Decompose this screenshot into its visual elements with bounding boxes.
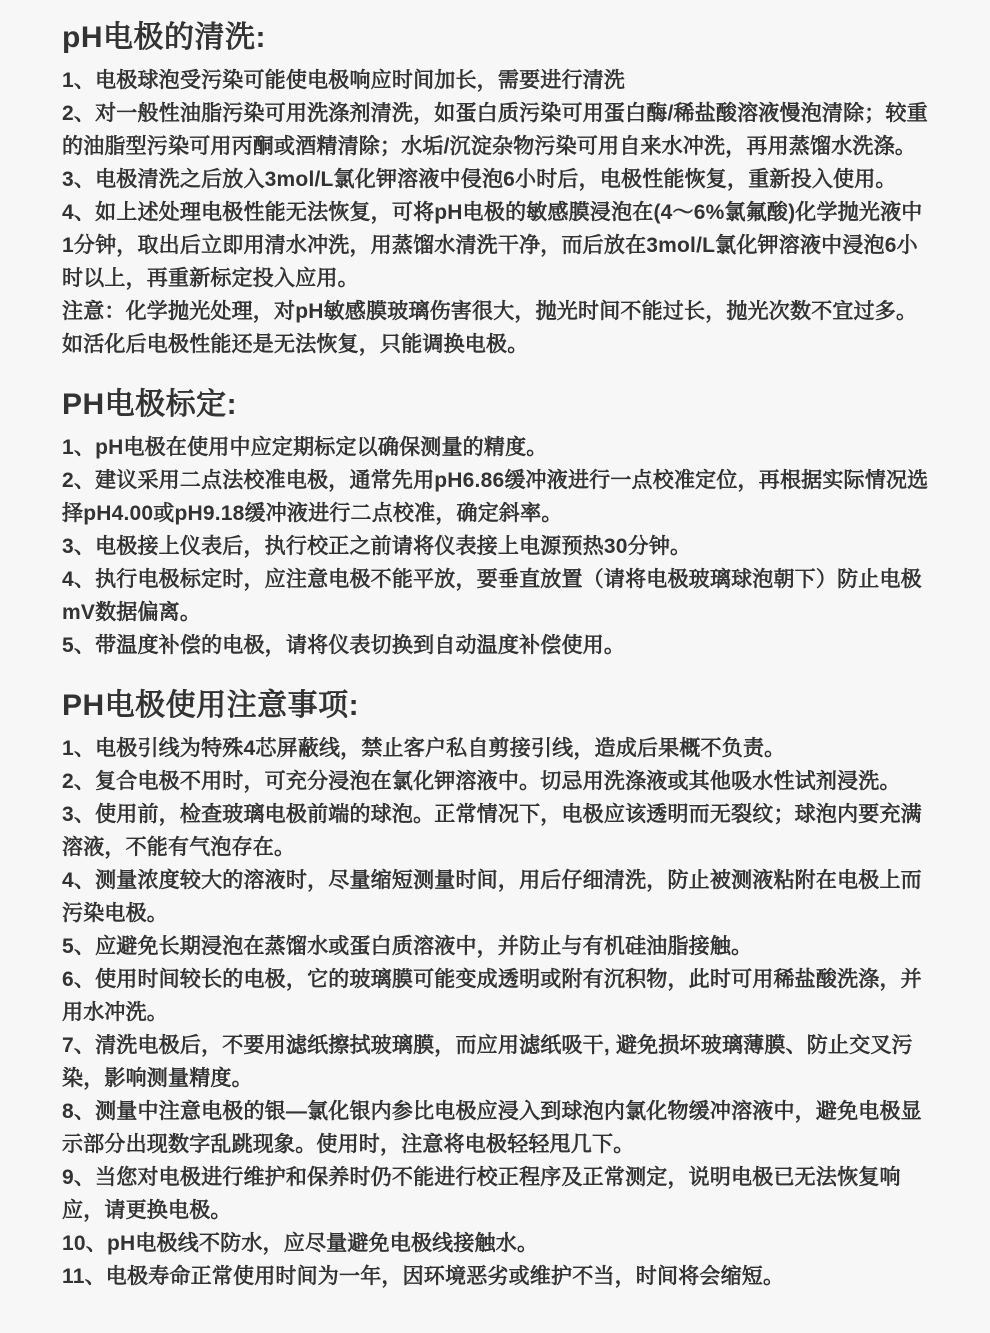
list-item: 4、测量浓度较大的溶液时，尽量缩短测量时间，用后仔细清洗，防止被测液粘附在电极上而污染电极。	[62, 869, 922, 925]
list-item: 5、带温度补偿的电极，请将仪表切换到自动温度补偿使用。	[62, 634, 626, 657]
list-item: 5、应避免长期浸泡在蒸馏水或蛋白质溶液中，并防止与有机硅油脂接触。	[62, 935, 753, 958]
section-title: PH电极标定:	[62, 388, 238, 421]
list-item: 1、pH电极在使用中应定期标定以确保测量的精度。	[62, 436, 548, 459]
list-item: 3、电极清洗之后放入3mol/L氯化钾溶液中侵泡6小时后，电极性能恢复，重新投入使用。	[62, 168, 897, 191]
instruction-document	[62, 18, 934, 1293]
list-item: 6、使用时间较长的电极，它的玻璃膜可能变成透明或附有沉积物，此时可用稀盐酸洗涤，并用水冲洗。	[62, 968, 922, 1024]
list-item: 9、当您对电极进行维护和保养时仍不能进行校正程序及正常测定，说明电极已无法恢复响应，请更换电极。	[62, 1166, 901, 1222]
list-item: 2、建议采用二点法校准电极，通常先用pH6.86缓冲液进行一点校准定位，再根据实际情况选择pH4.00或pH9.18缓冲液进行二点校准，确定斜率。	[62, 469, 929, 525]
list-item: 1、电极球泡受污染可能使电极响应时间加长，需要进行清洗	[62, 69, 626, 92]
list-item: 注意：化学抛光处理，对pH敏感膜玻璃伤害很大，抛光时间不能过长，抛光次数不宜过多。如活化后电极性能还是无法恢复，只能调换电极。	[62, 300, 918, 356]
document-section	[62, 686, 934, 1293]
section-title: pH电极的清洗:	[62, 21, 266, 54]
document-section	[62, 385, 934, 662]
list-item: 2、复合电极不用时，可充分浸泡在氯化钾溶液中。切忌用洗涤液或其他吸水性试剂浸洗。	[62, 770, 901, 793]
list-item: 11、电极寿命正常使用时间为一年，因环境恶劣或维护不当，时间将会缩短。	[62, 1265, 785, 1288]
document-section	[62, 18, 934, 361]
section-items	[62, 431, 934, 662]
section-title: PH电极使用注意事项:	[62, 689, 360, 722]
list-item: 4、如上述处理电极性能无法恢复，可将pH电极的敏感膜浸泡在(4～6%氯氟酸)化学抛光液中1分钟，取出后立即用清水冲洗，用蒸馏水清洗干净，而后放在3mol/L氯化钾溶液中浸泡6小时以上，再重新标定投入应用。	[62, 201, 923, 290]
list-item: 7、清洗电极后，不要用滤纸擦拭玻璃膜，而应用滤纸吸干, 避免损坏玻璃薄膜、防止交叉污染，影响测量精度。	[62, 1034, 913, 1090]
list-item: 3、电极接上仪表后，执行校正之前请将仪表接上电源预热30分钟。	[62, 535, 692, 558]
list-item: 1、电极引线为特殊4芯屏蔽线，禁止客户私自剪接引线，造成后果概不负责。	[62, 737, 786, 760]
list-item: 2、对一般性油脂污染可用洗涤剂清洗，如蛋白质污染可用蛋白酶/稀盐酸溶液慢泡清除；较重的油脂型污染可用丙酮或酒精清除；水垢/沉淀杂物污染可用自来水冲洗，再用蒸馏水洗涤。	[62, 102, 928, 158]
section-items	[62, 732, 934, 1293]
list-item: 10、pH电极线不防水，应尽量避免电极线接触水。	[62, 1232, 539, 1255]
list-item: 8、测量中注意电极的银—氯化银内参比电极应浸入到球泡内氯化物缓冲溶液中，避免电极显示部分出现数字乱跳现象。使用时，注意将电极轻轻甩几下。	[62, 1100, 922, 1156]
section-items	[62, 64, 934, 361]
list-item: 4、执行电极标定时，应注意电极不能平放，要垂直放置（请将电极玻璃球泡朝下）防止电极mV数据偏离。	[62, 568, 922, 624]
list-item: 3、使用前，检查玻璃电极前端的球泡。正常情况下，电极应该透明而无裂纹；球泡内要充满溶液，不能有气泡存在。	[62, 803, 922, 859]
